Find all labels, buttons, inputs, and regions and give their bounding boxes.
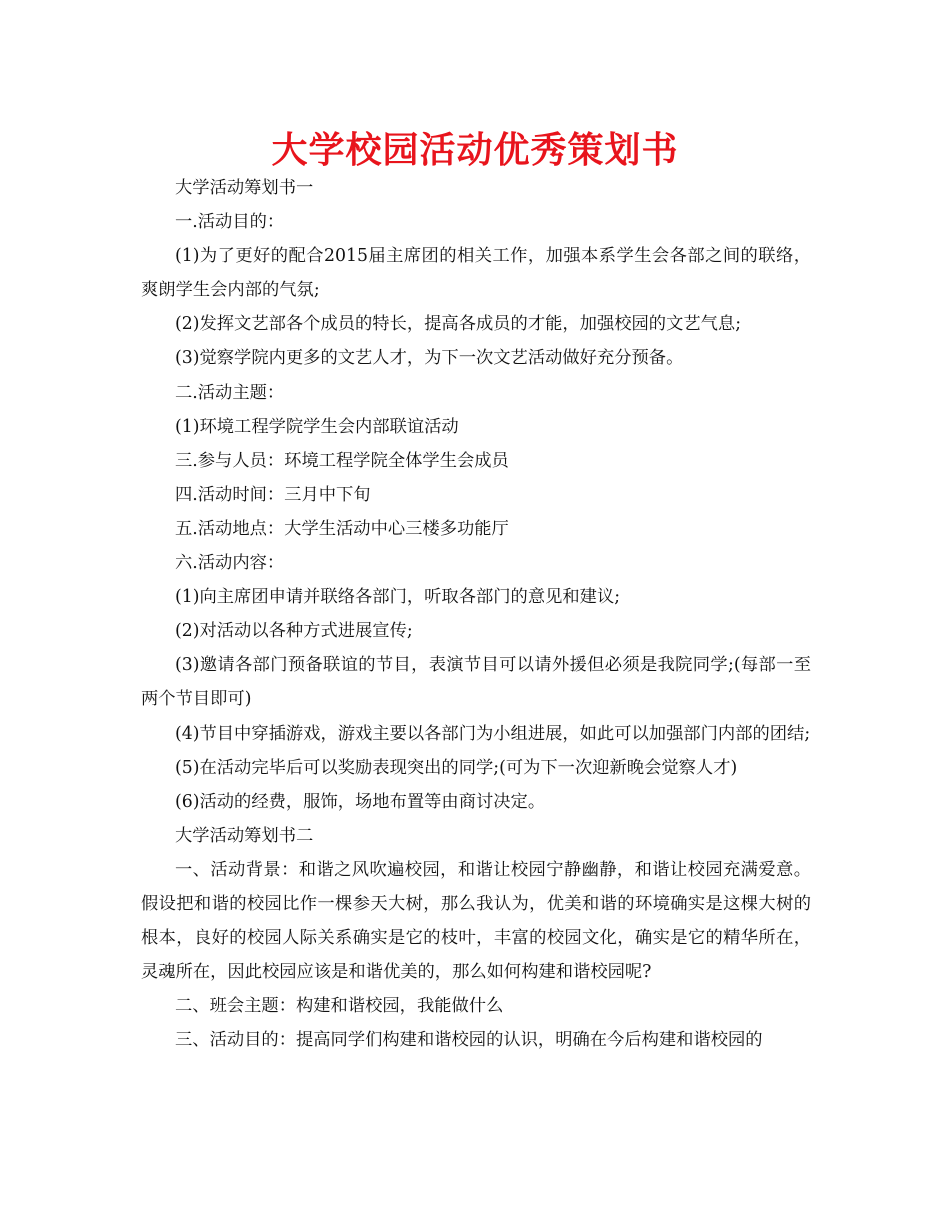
paragraph-content-4: (4)节目中穿插游戏，游戏主要以各部门为小组进展，如此可以加强部门内部的团结;	[175, 723, 811, 744]
paragraph-content-5: (5)在活动完毕后可以奖励表现突出的同学;(可为下一次迎新晚会觉察人才)	[175, 757, 738, 778]
paragraph-purpose-heading: 一.活动目的：	[175, 212, 285, 233]
document-body	[141, 171, 811, 1057]
paragraph-purpose-1: (1)为了更好的配合2015届主席团的相关工作，加强本系学生会各部之间的联络，爽朗学生会内部的气氛;	[141, 246, 811, 301]
paragraph-location: 五.活动地点：大学生活动中心三楼多功能厅	[175, 518, 509, 539]
paragraph-plan-one-heading: 大学活动筹划书一	[175, 178, 314, 198]
paragraph-participants: 三.参与人员：环境工程学院全体学生会成员	[175, 450, 509, 471]
document-title: 大学校园活动优秀策划书	[271, 130, 679, 171]
paragraph-content-6: (6)活动的经费，服饰，场地布置等由商讨决定。	[175, 791, 546, 812]
paragraph-theme-1: (1)环境工程学院学生会内部联谊活动	[175, 416, 459, 437]
paragraph-purpose-2: (2)发挥文艺部各个成员的特长，提高各成员的才能，加强校园的文艺气息;	[175, 314, 742, 335]
paragraph-theme-heading: 二.活动主题：	[175, 382, 285, 403]
paragraph-content-3: (3)邀请各部门预备联谊的节目，表演节目可以请外援但必须是我院同学;(每部一至两个节目即可)	[141, 655, 811, 710]
paragraph-purpose-3: (3)觉察学院内更多的文艺人才，为下一次文艺活动做好充分预备。	[175, 348, 684, 369]
paragraph-background: 一、活动背景：和谐之风吹遍校园，和谐让校园宁静幽静，和谐让校园充满爱意。假设把和谐的校园比作一棵参天大树，那么我认为，优美和谐的环境确实是这棵大树的根本，良好的校园人际关系确实是它的枝叶，丰富的校园文化，确实是它的精华所在，灵魂所在，因此校园应该是和谐优美的，那么如何构建和谐校园呢?	[141, 859, 811, 983]
paragraph-content-2: (2)对活动以各种方式进展宣传;	[175, 621, 413, 642]
paragraph-activity-purpose: 三、活动目的：提高同学们构建和谐校园的认识，明确在今后构建和谐校园的	[175, 1030, 763, 1051]
paragraph-content-1: (1)向主席团申请并联络各部门，听取各部门的意见和建议;	[175, 587, 621, 608]
paragraph-plan-two-heading: 大学活动筹划书二	[175, 825, 314, 846]
paragraph-content-heading: 六.活动内容：	[175, 553, 285, 574]
paragraph-class-theme: 二、班会主题：构建和谐校园，我能做什么	[175, 996, 504, 1017]
paragraph-time: 四.活动时间：三月中下旬	[175, 484, 371, 505]
